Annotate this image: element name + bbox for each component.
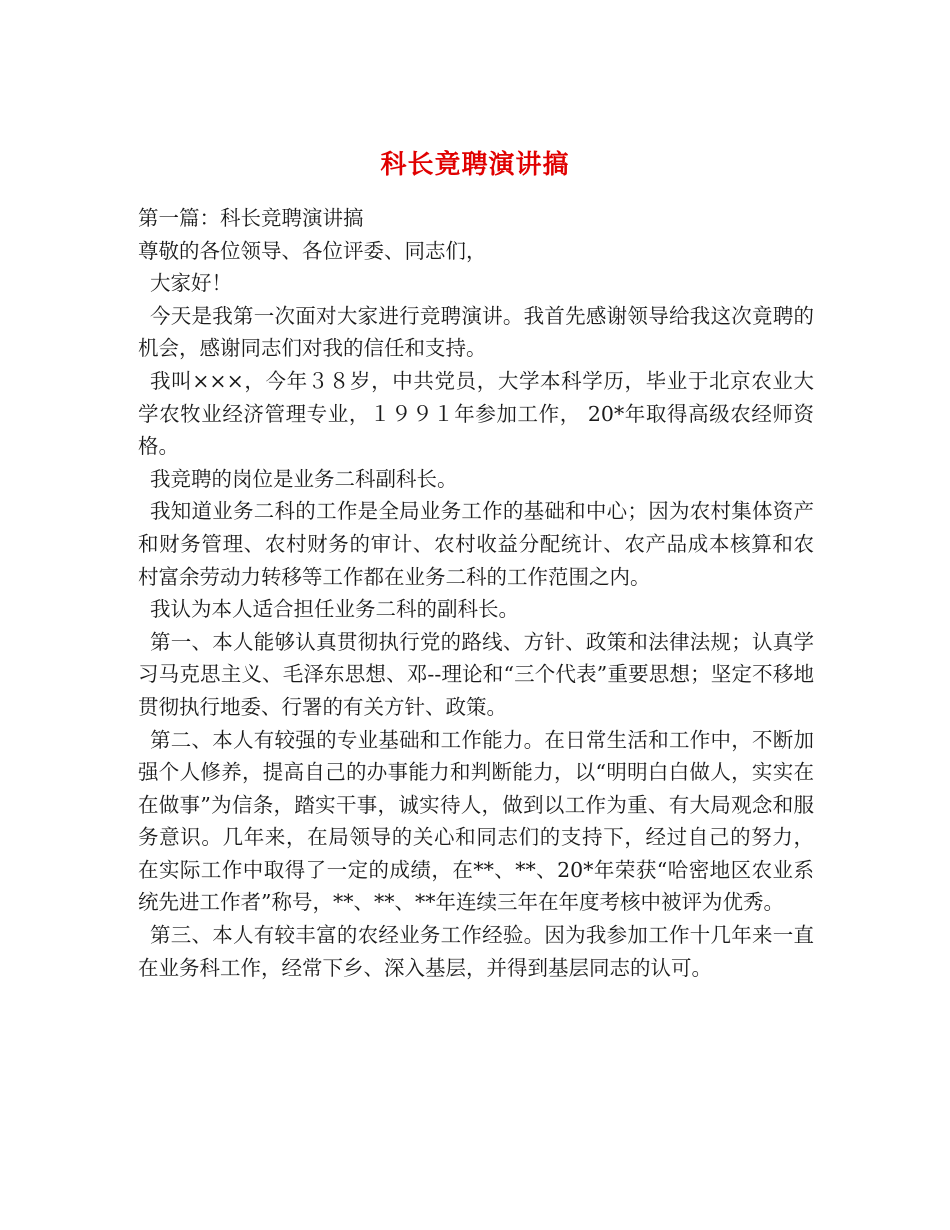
- paragraph-department-scope: 我知道业务二科的工作是全局业务工作的基础和中心；因为农村集体资产和财务管理、农村财务的审计、农村收益分配统计、农产品成本核算和农村富余劳动力转移等工作都在业务二科的工作范围之内。: [138, 499, 814, 589]
- greeting: 大家好！: [150, 271, 232, 296]
- document-body: [138, 202, 814, 984]
- paragraph-point-one: 第一、本人能够认真贯彻执行党的路线、方针、政策和法律法规；认真学习马克思主义、毛泽东思想、邓--理论和“三个代表”重要思想；坚定不移地贯彻执行地委、行署的有关方针、政策。: [138, 629, 814, 719]
- section-heading: 第一篇：科长竞聘演讲搞: [138, 206, 364, 230]
- paragraph-intro: 今天是我第一次面对大家进行竞聘演讲。我首先感谢领导给我这次竟聘的机会，感谢同志们对我的信任和支持。: [138, 303, 814, 361]
- salutation: 尊敬的各位领导、各位评委、同志们，: [138, 238, 487, 263]
- paragraph-point-two: 第二、本人有较强的专业基础和工作能力。在日常生活和工作中，不断加强个人修养，提高自己的办事能力和判断能力，以“明明白白做人，实实在在做事”为信条，踏实干事，诚实待人，做到以工作为重、有大局观念和服务意识。几年来，在局领导的关心和同志们的支持下，经过自己的努力，在实际工作中取得了一定的成绩，在**、**、20*年荣获“哈密地区农业系统先进工作者”称号，**、**、**年连续三年在年度考核中被评为优秀。: [138, 727, 814, 915]
- document-title: 科长竟聘演讲搞: [380, 150, 570, 181]
- paragraph-point-three: 第三、本人有较丰富的农经业务工作经验。因为我参加工作十几年来一直在业务科工作，经常下乡、深入基层，并得到基层同志的认可。: [138, 923, 814, 980]
- paragraph-position: 我竞聘的岗位是业务二科副科长。: [150, 466, 458, 491]
- paragraph-suitability: 我认为本人适合担任业务二科的副科长。: [150, 597, 519, 622]
- paragraph-self-introduction: 我叫×××，今年３８岁，中共党员，大学本科学历，毕业于北京农业大学农牧业经济管理专业，１９９１年参加工作， 20*年取得高级农经师资格。: [138, 368, 814, 459]
